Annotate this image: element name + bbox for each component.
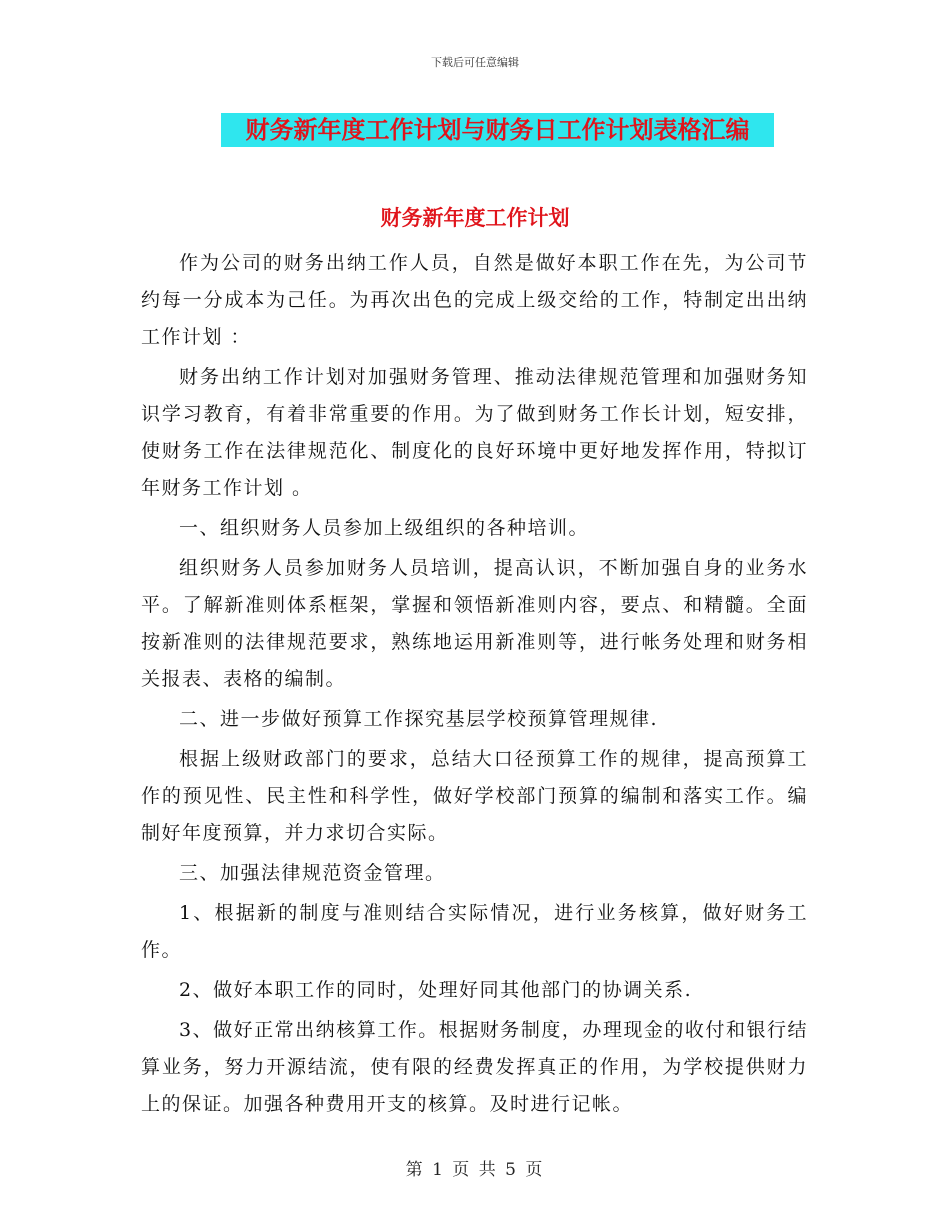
section-heading-3: 三、加强法律规范资金管理。 bbox=[179, 862, 446, 884]
paragraph: 财务出纳工作计划对加强财务管理、推动法律规范管理和加强财务知识学习教育，有着非常重要的作用。为了做到财务工作长计划，短安排，使财务工作在法律规范化、制度化的良好环境中更好地发挥作用，特拟订年财务工作计划 。 bbox=[141, 366, 808, 499]
list-item: 1、根据新的制度与准则结合实际情况，进行业务核算，做好财务工作。 bbox=[141, 902, 808, 961]
list-item: 3、做好正常出纳核算工作。根据财务制度，办理现金的收付和银行结算业务，努力开源结流，使有限的经费发挥真正的作用，为学校提供财力上的保证。加强各种费用开支的核算。及时进行记帐。 bbox=[141, 1019, 808, 1115]
header-note: 下载后可任意编辑 bbox=[431, 56, 519, 69]
section-title: 财务新年度工作计划 bbox=[380, 206, 570, 230]
section-heading-2: 二、进一步做好预算工作探究基层学校预算管理规律. bbox=[179, 708, 659, 730]
document-body bbox=[141, 245, 808, 1126]
paragraph: 组织财务人员参加财务人员培训，提高认识，不断加强自身的业务水平。了解新准则体系框架，掌握和领悟新准则内容，要点、和精髓。全面按新准则的法律规范要求，熟练地运用新准则等，进行帐务处理和财务相关报表、表格的编制。 bbox=[141, 557, 808, 690]
paragraph: 作为公司的财务出纳工作人员，自然是做好本职工作在先，为公司节约每一分成本为己任。为再次出色的完成上级交给的工作，特制定出出纳工作计划 ： bbox=[141, 252, 808, 348]
paragraph: 根据上级财政部门的要求，总结大口径预算工作的规律，提高预算工作的预见性、民主性和科学性，做好学校部门预算的编制和落实工作。编制好年度预算，并力求切合实际。 bbox=[141, 748, 808, 844]
section-heading-1: 一、组织财务人员参加上级组织的各种培训。 bbox=[179, 517, 590, 539]
list-item: 2、做好本职工作的同时，处理好同其他部门的协调关系. bbox=[179, 979, 693, 1001]
document-main-title: 财务新年度工作计划与财务日工作计划表格汇编 bbox=[221, 113, 774, 147]
page-footer: 第 1 页 共 5 页 bbox=[405, 1160, 545, 1180]
